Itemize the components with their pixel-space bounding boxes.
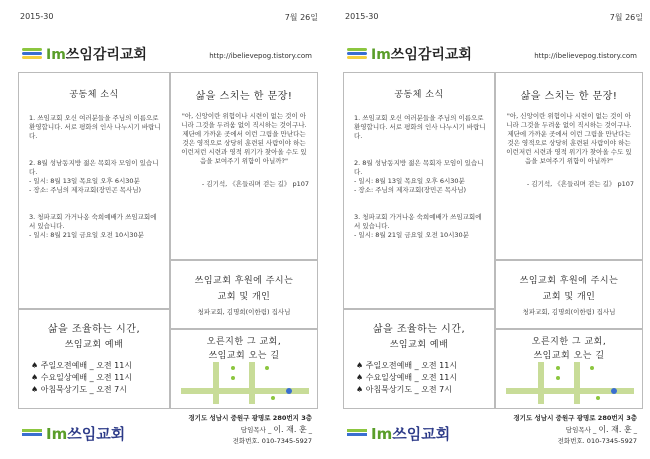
church-url[interactable]: http://ibelievepog.tistory.com <box>534 52 637 60</box>
pastor-line: 담임목사 _ 이. 재. 훈 _ <box>565 425 637 434</box>
worship-title-2: 쓰임교회 예배 <box>389 340 449 350</box>
worship-box <box>343 309 495 409</box>
quote-title: 삶을 스치는 한 문장! <box>195 91 293 102</box>
news-item: 1. 쓰임교회 오신 여러분들을 주님의 이름으로 환영합니다. 서로 평화의 인사 나누시기 바랍니다. <box>354 114 486 140</box>
worship-item: ♠ 수요일상예배 _ 오전 11시 <box>356 373 458 382</box>
news-item: 1. 쓰임교회 오신 여러분들을 주님의 이름으로 환영합니다. 서로 평화의 인사 나누시기 바랍니다. <box>29 114 161 140</box>
directions-title-1: 오른지한 그 교회, <box>206 337 282 347</box>
worship-box <box>18 309 170 409</box>
page-header <box>345 12 643 24</box>
worship-title-2: 쓰임교회 예배 <box>64 340 124 350</box>
issue-date: 7월 26일 <box>609 13 643 22</box>
directions-title-1: 오른지한 그 교회, <box>531 337 607 347</box>
donors-names: 청파교회, 김명희(이한림) 집사님 <box>197 308 291 316</box>
news-title: 공동체 소식 <box>394 90 444 100</box>
bulletin-frame <box>18 26 318 451</box>
worship-item: ♠ 아침묵상기도 _ 오전 7시 <box>31 385 128 394</box>
community-news-box <box>18 72 170 309</box>
directions-box <box>495 329 643 409</box>
quote-box <box>170 72 318 260</box>
quote-text: "아, 신앙이란 위험이나 시련이 없는 것이 아니라 그것을 두려움 없이 직시하는 것이구나. 제단에 가까운 곳에서 이런 그림을 만난다는 것은 영적으로 상당히 훈련된 사람이야 하는 이런저런 시련과 영적 위기가 찾아올 수도 있음을 보여주기 위함이 아닐까?" <box>506 112 632 165</box>
church-logo: Im쓰임감리교회 <box>46 47 147 63</box>
donors-box <box>495 260 643 329</box>
quote-box <box>495 72 643 260</box>
directions-box <box>170 329 318 409</box>
church-address: 경기도 성남시 중원구 광명로 280번지 3층 <box>513 414 637 422</box>
bulletin-page-right <box>337 0 649 459</box>
news-item: - 일시: 8월 21일 금요일 오전 10시30분 <box>29 231 144 239</box>
footer <box>343 409 643 451</box>
issue-number: 2015-30 <box>345 12 379 21</box>
church-address: 경기도 성남시 중원구 광명로 280번지 3층 <box>188 414 312 422</box>
directions-title-2: 쓰임교회 오는 길 <box>533 351 605 361</box>
directions-map-icon <box>502 360 638 406</box>
donors-box <box>170 260 318 329</box>
quote-source: - 김기석, 《흔들리며 걷는 길》 p107 <box>201 180 309 188</box>
church-banner <box>18 36 318 70</box>
news-item: 3. 청파교회 가거나옹 숙희예배가 쓰임교회에서 있습니다. <box>29 213 157 230</box>
logo-stripes-icon <box>347 48 367 60</box>
donors-names: 청파교회, 김명희(이한림) 집사님 <box>522 308 616 316</box>
worship-title-1: 삶을 조율하는 시간, <box>372 324 466 335</box>
directions-title-2: 쓰임교회 오는 길 <box>208 351 280 361</box>
footer-stripes-icon <box>347 429 367 436</box>
directions-map-icon <box>177 360 313 406</box>
footer-logo: Im쓰임교회 <box>46 425 126 443</box>
quote-title: 삶을 스치는 한 문장! <box>520 91 618 102</box>
page-header <box>20 12 318 24</box>
news-item: - 장소: 주님의 제자교회(장민곤 목사님) <box>29 186 142 194</box>
bulletin-frame <box>343 26 643 451</box>
worship-item: ♠ 주일오전예배 _ 오전 11시 <box>31 361 133 370</box>
donors-title-1: 쓰임교회 후원에 주시는 <box>519 276 619 286</box>
news-item: - 일시: 8월 21일 금요일 오전 10시30분 <box>354 231 469 239</box>
footer-info <box>188 413 312 447</box>
worship-item: ♠ 주일오전예배 _ 오전 11시 <box>356 361 458 370</box>
news-item: - 장소: 주님의 제자교회(장민곤 목사님) <box>354 186 467 194</box>
bulletin-page-left <box>12 0 324 459</box>
donors-title-2: 교회 및 개인 <box>542 292 596 302</box>
donors-title-1: 쓰임교회 후원에 주시는 <box>194 276 294 286</box>
issue-number: 2015-30 <box>20 12 54 21</box>
worship-item: ♠ 아침묵상기도 _ 오전 7시 <box>356 385 453 394</box>
church-phone: 전화번호. 010-7345-5927 <box>232 437 312 445</box>
donors-title-2: 교회 및 개인 <box>217 292 271 302</box>
worship-item: ♠ 수요일상예배 _ 오전 11시 <box>31 373 133 382</box>
news-item: - 일시: 8월 13일 목요일 오후 6시30분 <box>29 177 140 185</box>
issue-date: 7월 26일 <box>284 13 318 22</box>
community-news-box <box>343 72 495 309</box>
footer-logo: Im쓰임교회 <box>371 425 451 443</box>
news-title: 공동체 소식 <box>69 90 119 100</box>
quote-source: - 김기석, 《흔들리며 걷는 길》 p107 <box>526 180 634 188</box>
worship-title-1: 삶을 조율하는 시간, <box>47 324 141 335</box>
news-item: 2. 8월 성남동지방 젊은 목회자 모임이 있습니다. <box>29 159 159 176</box>
footer-stripes-icon <box>22 429 42 436</box>
church-url[interactable]: http://ibelievepog.tistory.com <box>209 52 312 60</box>
quote-text: "아, 신앙이란 위험이나 시련이 없는 것이 아니라 그것을 두려움 없이 직시하는 것이구나. 제단에 가까운 곳에서 이런 그림을 만난다는 것은 영적으로 상당히 훈련된 사람이야 하는 이런저런 시련과 영적 위기가 찾아올 수도 있음을 보여주기 위함이 아닐까?" <box>181 112 307 165</box>
pastor-line: 담임목사 _ 이. 재. 훈 _ <box>240 425 312 434</box>
church-logo: Im쓰임감리교회 <box>371 47 472 63</box>
footer <box>18 409 318 451</box>
footer-info <box>513 413 637 447</box>
church-banner <box>343 36 643 70</box>
church-phone: 전화번호. 010-7345-5927 <box>557 437 637 445</box>
news-item: - 일시: 8월 13일 목요일 오후 6시30분 <box>354 177 465 185</box>
news-item: 3. 청파교회 가거나옹 숙희예배가 쓰임교회에서 있습니다. <box>354 213 482 230</box>
news-item: 2. 8월 성남동지방 젊은 목회자 모임이 있습니다. <box>354 159 484 176</box>
logo-stripes-icon <box>22 48 42 60</box>
